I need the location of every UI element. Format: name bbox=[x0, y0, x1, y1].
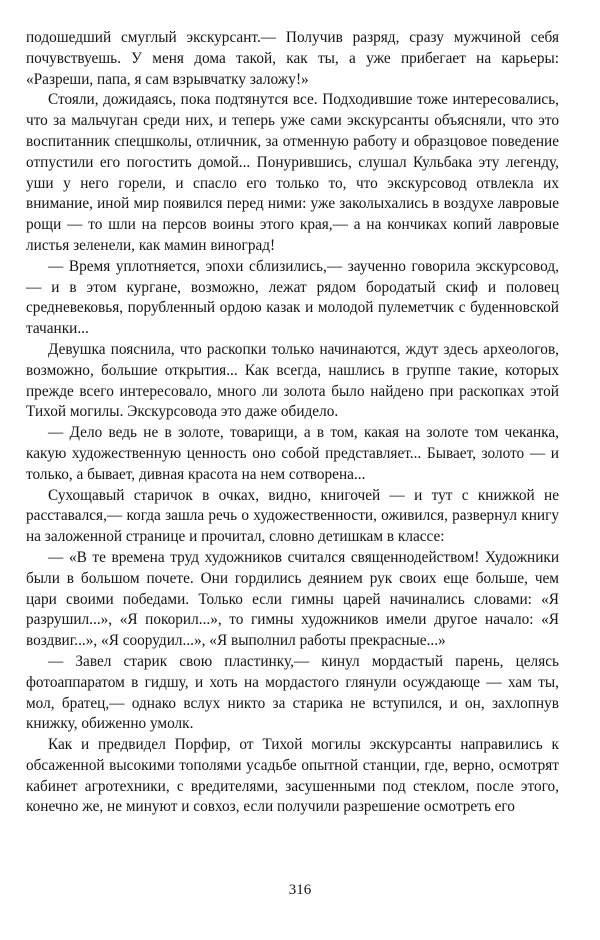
paragraph-9: Как и предвидел Порфир, от Тихой могилы экскурсанты направились к обсаженной высокими тополями усадьбе опытной станции, где, верно, осмотрят кабинет агротехники, с вредителями, засушенными под стеклом, после этого, конечно же, не минуют и совхоз, если получили разрешение осмотреть его bbox=[26, 736, 559, 816]
page-number: 316 bbox=[288, 882, 312, 898]
page-body bbox=[26, 28, 559, 908]
paragraph-4: Девушка пояснила, что раскопки только начинаются, ждут здесь археологов, возможно, большие открытия... Как всегда, нашлись в группе такие, которых прежде всего интересовало, много ли золота было найдено при раскопках этой Тихой могилы. Экскурсовода это даже обидело. bbox=[26, 340, 559, 421]
paragraph-3: — Время уплотняется, эпохи сблизились,— заученно говорила экскурсовод,— и в этом кургане, возможно, лежат рядом бородатый скиф и половец средневековья, порубленный ордою казак и молодой пулеметчик с буденновской тачанки... bbox=[26, 257, 559, 338]
paragraph-8: — Завел старик свою пластинку,— кинул мордастый парень, целясь фотоаппаратом в гидшу, и хоть на мордастого глянули осуждающе — хам ты, мол, братец,— однако вслух никто за старика не вступился, и он, захлопнув книжку, обиженно умолк. bbox=[26, 652, 559, 733]
paragraph-2: Стояли, дожидаясь, пока подтянутся все. Подходившие тоже интересовались, что за мальчуган среди них, и теперь уже сами экскурсанты объясняли, что это воспитанник спецшколы, отличник, за отменную работу и образцовое поведение отпустили его погостить домой... Понурившись, слушал Кульбака эту легенду, уши у него горели, и спасло его только то, что экскурсовод отвлекла их внимание, иной мир появился перед ними: уже заколыхались в воздухе лавровые рощи — то шли на персов воины этого края,— а на кончиках копий лавровые листья зеленели, как мамин виноград! bbox=[26, 91, 559, 254]
paragraph-6: Сухощавый старичок в очках, видно, книгочей — и тут с книжкой не расставался,— когда зашла речь о художественности, оживился, развернул книгу на заложенной странице и прочитал, словно детишкам в классе: bbox=[26, 486, 559, 546]
paragraph-7: — «В те времена труд художников считался священнодейством! Художники были в большом почете. Они гордились деянием рук своих еще больше, чем цари своими победами. Только если гимны царей начинались словами: «Я разрушил...», «Я покорил...», то гимны художников имели другое начало: «Я воздвиг...», «Я соорудил...», «Я выполнил работы прекрасные...» bbox=[26, 548, 559, 650]
paragraph-1: подошедший смуглый экскурсант.— Получив разряд, сразу мужчиной себя почувствуешь. У меня дома такой, как ты, а уже прибегает на карьеры: «Разреши, папа, я сам взрывчатку заложу!» bbox=[26, 29, 559, 88]
paragraph-5: — Дело ведь не в золоте, товарищи, а в том, какая на золоте том чеканка, какую художественную ценность оно собой представляет... Бывает, золото — и только, а бывает, дивная красота на нем сотворена... bbox=[26, 424, 559, 483]
